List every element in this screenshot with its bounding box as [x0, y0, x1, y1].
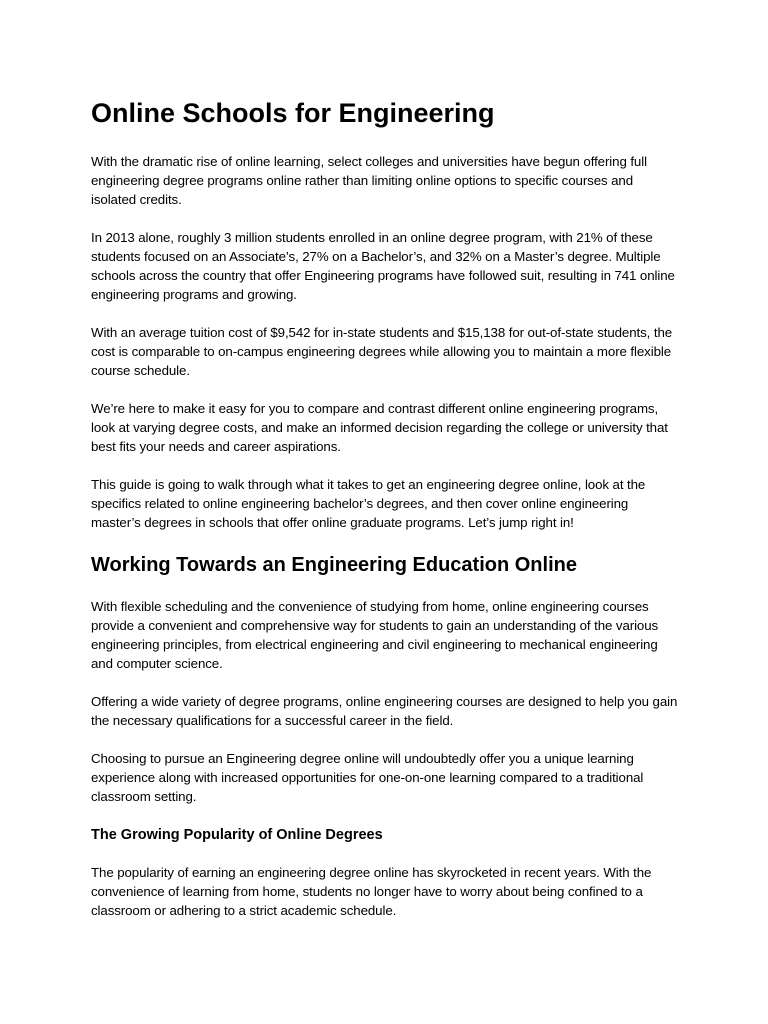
- document-title: Online Schools for Engineering: [91, 98, 495, 128]
- section-heading: Working Towards an Engineering Education Online: [91, 554, 577, 576]
- intro-paragraph: With the dramatic rise of online learning, select colleges and universities have begun offering full engineering degree programs online rather than limiting online options to specific courses and isolated credits.: [91, 154, 647, 207]
- intro-paragraph: With an average tuition cost of $9,542 for in-state students and $15,138 for out-of-state students, the cost is comparable to on-campus engineering degrees while allowing you to maintain a more flexible course schedule.: [91, 325, 673, 378]
- document-page: [91, 94, 681, 939]
- subsection-heading: The Growing Popularity of Online Degrees: [91, 827, 383, 843]
- subsection-paragraph: The popularity of earning an engineering degree online has skyrocketed in recent years. With the convenience of learning from home, students no longer have to worry about being confined to a classroom or adhering to a strict academic schedule.: [91, 865, 652, 918]
- section-paragraph: With flexible scheduling and the convenience of studying from home, online engineering courses provide a convenient and comprehensive way for students to gain an understanding of the various engineering principles, from electrical engineering and civil engineering to mechanical engineering and computer science.: [91, 599, 659, 671]
- intro-paragraph: We’re here to make it easy for you to compare and contrast different online engineering programs, look at varying degree costs, and make an informed decision regarding the college or university that best fits your needs and career aspirations.: [91, 401, 668, 454]
- intro-paragraph: This guide is going to walk through what it takes to get an engineering degree online, look at the specifics related to online engineering bachelor’s degrees, and then cover online engineering master’s degrees in schools that offer online graduate programs. Let’s jump right in!: [91, 477, 646, 530]
- intro-paragraph: In 2013 alone, roughly 3 million students enrolled in an online degree program, with 21% of these students focused on an Associate’s, 27% on a Bachelor’s, and 32% on a Master’s degree. Multiple schools across the country that offer Engineering programs have followed suit, resulting in 741 online engineering programs and growing.: [91, 230, 675, 302]
- section-paragraph: Choosing to pursue an Engineering degree online will undoubtedly offer you a unique learning experience along with increased opportunities for one-on-one learning compared to a traditional classroom setting.: [91, 751, 644, 804]
- section-paragraph: Offering a wide variety of degree programs, online engineering courses are designed to help you gain the necessary qualifications for a successful career in the field.: [91, 694, 678, 728]
